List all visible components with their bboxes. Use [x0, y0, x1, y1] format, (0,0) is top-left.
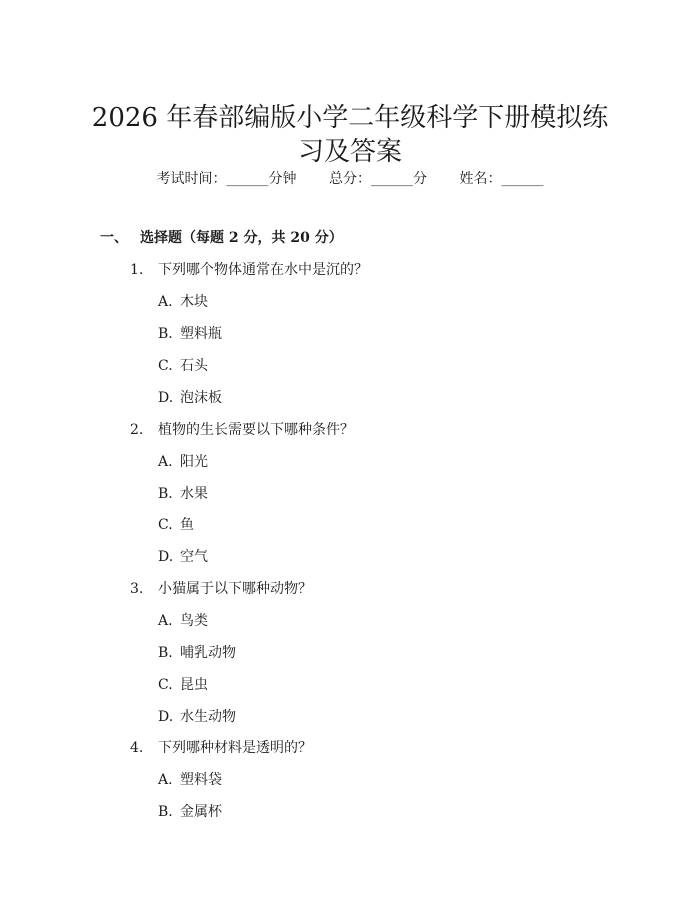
- q3-option-d: [158, 708, 236, 726]
- question-number: 2.: [130, 422, 144, 438]
- option-letter: A.: [158, 772, 173, 788]
- option-text: 木块: [180, 294, 208, 310]
- question-4: [130, 739, 312, 757]
- question-text: 下列哪个物体通常在水中是沉的？: [158, 262, 368, 278]
- option-letter: D.: [158, 390, 174, 406]
- option-text: 鱼: [180, 517, 194, 533]
- option-letter: A.: [158, 613, 173, 629]
- option-letter: B.: [158, 804, 173, 820]
- option-text: 塑料袋: [180, 772, 222, 788]
- page-title: [90, 101, 610, 169]
- option-text: 水果: [180, 486, 208, 502]
- q4-option-a: [158, 771, 222, 789]
- option-letter: D.: [158, 549, 174, 565]
- section-number: 一、: [100, 230, 128, 246]
- q1-option-d: [158, 389, 222, 407]
- q3-option-b: [158, 644, 236, 662]
- question-1: [130, 261, 368, 279]
- exam-time: 考试时间：______分钟: [156, 171, 297, 187]
- question-number: 4.: [130, 740, 144, 756]
- question-number: 3.: [130, 581, 144, 597]
- title-line-2: 习及答案: [297, 137, 402, 168]
- question-text: 植物的生长需要以下哪种条件？: [158, 422, 354, 438]
- option-text: 泡沫板: [180, 390, 222, 406]
- question-text: 下列哪种材料是透明的？: [158, 740, 312, 756]
- q2-option-d: [158, 548, 208, 566]
- option-letter: A.: [158, 294, 173, 310]
- question-3: [130, 580, 312, 598]
- q1-option-c: [158, 357, 208, 375]
- student-name: 姓名：______: [459, 171, 544, 187]
- q3-option-c: [158, 676, 208, 694]
- q4-option-b: [158, 803, 222, 821]
- option-letter: B.: [158, 645, 173, 661]
- question-text: 小猫属于以下哪种动物？: [158, 581, 312, 597]
- option-text: 鸟类: [180, 613, 208, 629]
- option-letter: B.: [158, 486, 173, 502]
- q2-option-b: [158, 485, 208, 503]
- exam-meta: [0, 170, 700, 188]
- option-text: 空气: [180, 549, 208, 565]
- option-text: 哺乳动物: [180, 645, 236, 661]
- option-text: 水生动物: [180, 709, 236, 725]
- title-line-1: 2026 年春部编版小学二年级科学下册模拟练: [91, 103, 609, 134]
- section-heading: [100, 229, 343, 247]
- option-letter: C.: [158, 677, 173, 693]
- option-letter: C.: [158, 517, 173, 533]
- q1-option-a: [158, 293, 208, 311]
- section-title: 选择题（每题 2 分，共 20 分）: [140, 230, 343, 246]
- option-letter: B.: [158, 326, 173, 342]
- option-letter: C.: [158, 358, 173, 374]
- option-text: 塑料瓶: [180, 326, 222, 342]
- option-text: 石头: [180, 358, 208, 374]
- option-letter: A.: [158, 454, 173, 470]
- q3-option-a: [158, 612, 208, 630]
- option-letter: D.: [158, 709, 174, 725]
- q2-option-c: [158, 516, 194, 534]
- option-text: 金属杯: [180, 804, 222, 820]
- option-text: 阳光: [180, 454, 208, 470]
- question-2: [130, 421, 354, 439]
- question-number: 1.: [130, 262, 144, 278]
- total-score: 总分：______分: [329, 171, 427, 187]
- q1-option-b: [158, 325, 222, 343]
- q2-option-a: [158, 453, 208, 471]
- option-text: 昆虫: [180, 677, 208, 693]
